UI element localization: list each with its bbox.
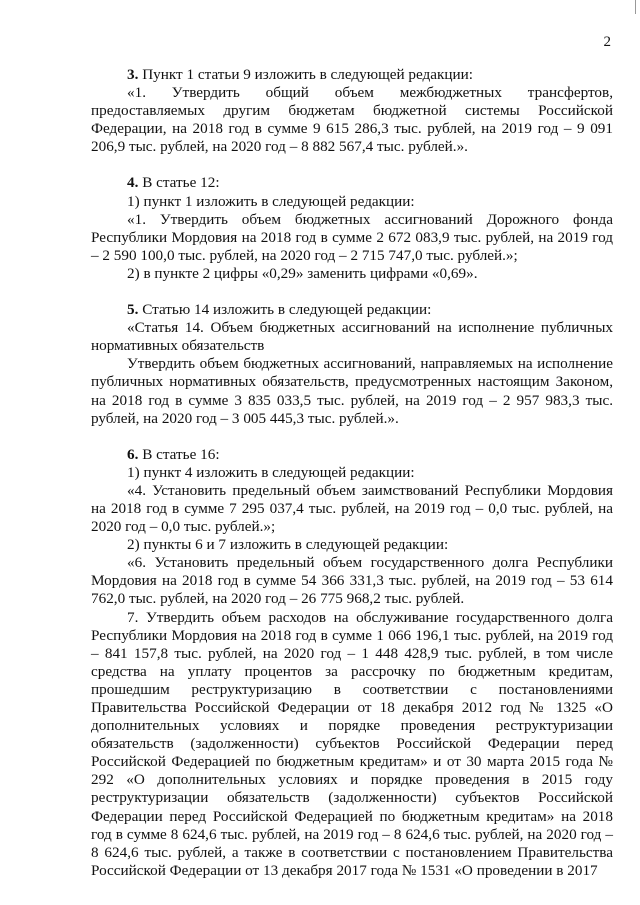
item-3-number: 3. (127, 66, 139, 83)
item-4-sub-2: 2) в пункте 2 цифры «0,29» заменить цифрами «0,69». (127, 264, 478, 282)
item-6-point-4: «4. Установить предельный объем заимствований Республики Мордовия на 2018 год в сумме 7 295 037,4 тыс. рублей, на 2019 год – 0,0 тыс. рублей, на 2020 год – 0,0 тыс. рублей.»; (91, 481, 613, 536)
item-4-heading-text: В статье 12: (138, 174, 220, 192)
item-5-article-title: «Статья 14. Объем бюджетных ассигнований на исполнение публичных нормативных обязательств (91, 319, 613, 355)
item-6-point-6: «6. Установить предельный объем государственного долга Республики Мордовия на 2018 год в сумме 54 366 331,3 тыс. рублей, на 2019 год – 53 614 762,0 тыс. рублей, на 2020 год – 26 775 968,2 тыс. рублей. (91, 554, 613, 608)
item-6-sub-1: 1) пункт 4 изложить в следующей редакции: (127, 463, 415, 481)
document-body (91, 66, 613, 880)
item-5-body: Утвердить объем бюджетных ассигнований, направляемых на исполнение публичных нормативных обязательств, предусмотренных настоящим Законом, на 2018 год в сумме 3 835 033,5 тыс. рублей, на 2019 год – 2 957 983,3 тыс. рублей, на 2020 год – 3 005 445,3 тыс. рублей.». (91, 355, 613, 427)
item-4-sub-1: 1) пункт 1 изложить в следующей редакции: (127, 192, 415, 210)
item-3-heading-text: Пункт 1 статьи 9 изложить в следующей редакции: (138, 66, 474, 83)
spacer (91, 428, 613, 446)
spacer (91, 283, 613, 301)
item-4-heading (91, 174, 613, 192)
page-number: 2 (603, 34, 611, 50)
item-6-point-7: 7. Утвердить объем расходов на обслуживание государственного долга Республики Мордовия на 2018 год в сумме 1 066 196,1 тыс. рублей, на 2019 год – 841 157,8 тыс. рублей, на 2020 год – 1 448 428,9 тыс. рублей, в том числе средства на уплату процентов за рассрочку по бюджетным кредитам, прошедшим реструктуризацию в соответствии с постановлениями Правительства Российской Федерации от 18 декабря 2012 год № 1325 «О дополнительных условиях и порядке проведения реструктуризации обязательств (задолженности) субъектов Российской Федерации перед Российской Федерацией по бюджетным кредитам» и от 30 марта 2015 года № 292 «О дополнительных условиях и порядке проведения в 2015 году реструктуризации обязательств (задолженности) субъектов Российской Федерации перед Российской Федерацией по бюджетным кредитам» на 2018 год в сумме 8 624,6 тыс. рублей, на 2019 год – 8 624,6 тыс. рублей, на 2020 год – 8 624,6 тыс. рублей, а также в соответствии с постановлением Правительства Российской Федерации от 13 декабря 2017 года № 1531 «О проведении в 2017 (91, 608, 613, 879)
item-4-number: 4. (127, 174, 139, 192)
item-6-number: 6. (127, 445, 139, 463)
item-6-heading-text: В статье 16: (138, 445, 220, 463)
item-3-heading (91, 66, 613, 84)
item-6-heading (91, 446, 613, 464)
item-5-heading-text: Статью 14 изложить в следующей редакции: (138, 301, 432, 319)
scan-edge-mark (635, 0, 636, 14)
item-3-body: «1. Утвердить общий объем межбюджетных трансфертов, предоставляемых другим бюджетам бюджетной системы Российской Федерации, на 2018 год в сумме 9 615 286,3 тыс. рублей, на 2019 год – 9 091 206,9 тыс. рублей, на 2020 год – 8 882 567,4 тыс. рублей.». (91, 84, 613, 156)
item-6-sub-2: 2) пункты 6 и 7 изложить в следующей редакции: (127, 536, 449, 554)
spacer (91, 156, 613, 174)
item-5-number: 5. (127, 301, 139, 319)
item-5-heading (91, 301, 613, 319)
item-4-body: «1. Утвердить объем бюджетных ассигнований Дорожного фонда Республики Мордовия на 2018 год в сумме 2 672 083,9 тыс. рублей, на 2019 год – 2 590 100,0 тыс. рублей, на 2020 год – 2 715 747,0 тыс. рублей.»; (91, 210, 613, 264)
